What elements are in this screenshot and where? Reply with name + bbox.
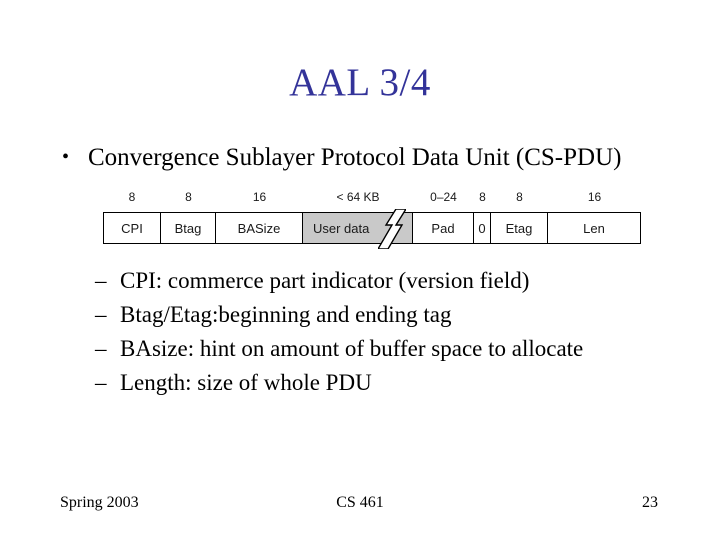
list-item xyxy=(95,366,695,400)
field-label: 0 xyxy=(478,220,486,236)
break-lightning-icon xyxy=(378,209,406,249)
field-box xyxy=(474,212,491,244)
field-pad xyxy=(413,190,474,244)
field-box xyxy=(103,212,161,244)
sub-bullet-list xyxy=(95,264,695,400)
field-user-data xyxy=(303,190,413,244)
main-bullet xyxy=(62,144,702,172)
main-bullet-text: Convergence Sublayer Protocol Data Unit (CS-PDU) xyxy=(88,144,622,171)
sub-bullet-text-basize: BAsize: hint on amount of buffer space to allocate xyxy=(120,336,584,361)
sub-bullet-text-length: Length: size of whole PDU xyxy=(120,370,372,395)
field-label: Len xyxy=(583,220,605,236)
field-label: Etag xyxy=(505,220,533,236)
field-size-label: 16 xyxy=(587,190,602,204)
field-label: CPI xyxy=(121,220,143,236)
dash-icon: – xyxy=(95,370,107,395)
field-size-label: 8 xyxy=(185,190,192,204)
field-size-label: 8 xyxy=(128,190,136,204)
list-item xyxy=(95,298,695,332)
field-btag xyxy=(161,190,216,244)
field-size-label: 0–24 xyxy=(430,190,457,204)
field-box xyxy=(491,212,548,244)
slide-title: AAL 3/4 xyxy=(289,61,431,104)
field-size-label: < 64 KB xyxy=(336,190,380,204)
field-len xyxy=(548,190,641,244)
field-size-label: 16 xyxy=(252,190,267,204)
field-box xyxy=(303,212,413,244)
dash-icon: – xyxy=(95,268,107,293)
footer-course: CS 461 xyxy=(336,494,384,511)
field-box xyxy=(413,212,474,244)
field-cpi xyxy=(103,190,161,244)
field-label: User data xyxy=(313,220,370,236)
field-box xyxy=(216,212,303,244)
footer-semester: Spring 2003 xyxy=(60,494,139,511)
field-box xyxy=(548,212,641,244)
field-label: Btag xyxy=(174,220,202,236)
dash-icon: – xyxy=(95,302,107,327)
field-label: Pad xyxy=(431,220,455,236)
footer-page-number: 23 xyxy=(642,494,658,511)
field-etag xyxy=(491,190,548,244)
field-size-label: 8 xyxy=(516,190,523,204)
sub-bullet-text-btag-etag: Btag/Etag:beginning and ending tag xyxy=(120,302,452,327)
field-size-label: 8 xyxy=(479,190,486,204)
list-item xyxy=(95,264,695,298)
list-item xyxy=(95,332,695,366)
field-box xyxy=(161,212,216,244)
cs-pdu-diagram xyxy=(103,190,641,244)
bullet-icon: • xyxy=(62,146,70,168)
field-label: BASize xyxy=(237,220,281,236)
field-zero xyxy=(474,190,491,244)
dash-icon: – xyxy=(95,336,107,361)
field-basize xyxy=(216,190,303,244)
sub-bullet-text-cpi: CPI: commerce part indicator (version field) xyxy=(120,268,530,293)
